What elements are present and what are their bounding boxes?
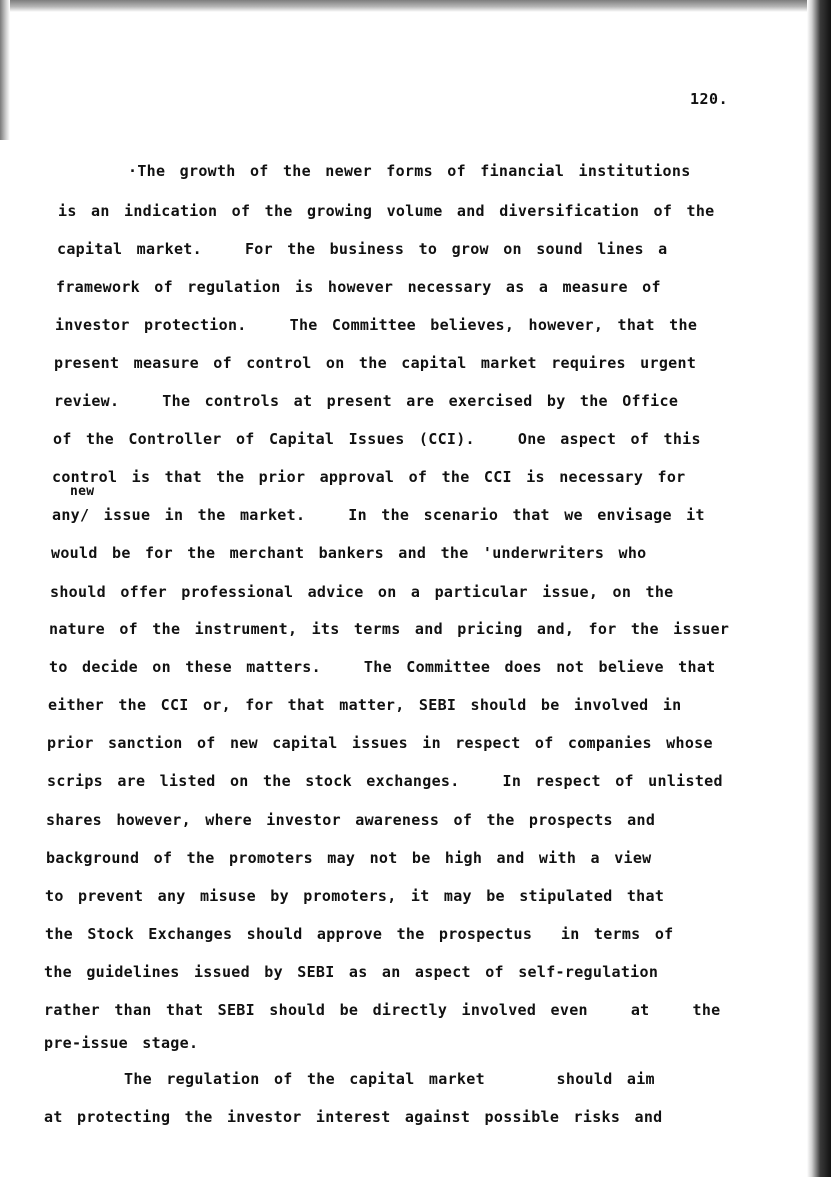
text-line: capital market. For the business to grow on sound lines a <box>57 240 668 258</box>
handwritten-insertion: new <box>70 484 95 499</box>
text-line: present measure of control on the capital market requires urgent <box>54 354 697 372</box>
page-number: 120. <box>690 90 729 108</box>
text-line: shares however, where investor awareness of the prospects and <box>46 811 656 829</box>
text-line: any/ issue in the market. In the scenario that we envisage it <box>52 506 705 524</box>
scan-top-edge <box>0 0 831 12</box>
text-line: investor protection. The Committee believes, however, that the <box>55 316 698 334</box>
text-line: to decide on these matters. The Committee does not believe that <box>49 658 716 676</box>
text-line: pre-issue stage. <box>44 1034 199 1052</box>
text-line: prior sanction of new capital issues in respect of companies whose <box>47 734 713 752</box>
text-line: is an indication of the growing volume and diversification of the <box>58 202 715 220</box>
text-line: ·The growth of the newer forms of financial institutions <box>128 162 691 180</box>
text-line: background of the promoters may not be high and with a view <box>46 849 652 867</box>
text-line: framework of regulation is however necessary as a measure of <box>56 278 661 296</box>
text-line: the guidelines issued by SEBI as an aspect of self-regulation <box>44 963 659 981</box>
text-line: rather than that SEBI should be directly involved even at the <box>44 1001 721 1019</box>
text-line: nature of the instrument, its terms and pricing and, for the issuer <box>49 620 730 638</box>
text-line: should offer professional advice on a particular issue, on the <box>50 583 674 601</box>
text-line: to prevent any misuse by promoters, it may be stipulated that <box>45 887 665 905</box>
text-line: control is that the prior approval of the CCI is necessary for <box>52 468 686 486</box>
scan-left-edge <box>0 0 10 140</box>
text-line: either the CCI or, for that matter, SEBI should be involved in <box>48 696 682 714</box>
scan-right-shadow <box>807 0 831 1177</box>
text-line: the Stock Exchanges should approve the prospectus in terms of <box>45 925 674 943</box>
text-line: The regulation of the capital market should aim <box>124 1070 655 1088</box>
text-line: at protecting the investor interest against possible risks and <box>44 1108 663 1126</box>
text-line: of the Controller of Capital Issues (CCI). One aspect of this <box>53 430 701 448</box>
text-line: would be for the merchant bankers and the 'underwriters who <box>51 544 647 562</box>
text-line: scrips are listed on the stock exchanges. In respect of unlisted <box>47 772 723 790</box>
text-line: review. The controls at present are exercised by the Office <box>54 392 679 410</box>
